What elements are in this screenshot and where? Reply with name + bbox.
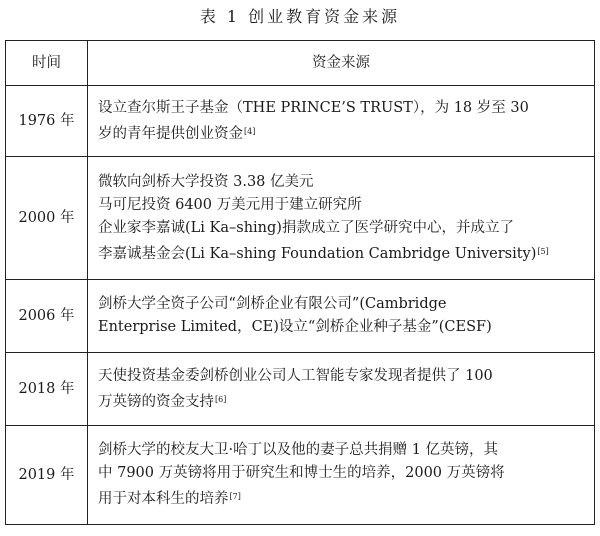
description-line: 微软向剑桥大学投资 3.38 亿美元 [98, 173, 314, 190]
citation-ref: [5] [537, 246, 549, 256]
description-line: 剑桥大学全资子公司“剑桥企业有限公司”(Cambridge [98, 296, 447, 312]
description-text: 岁的青年提供创业资金 [98, 125, 243, 142]
description-line: 中 7900 万英镑将用于研究生和博士生的培养，2000 万英镑将 [98, 465, 505, 481]
table-row [6, 86, 595, 157]
citation-ref: [6] [215, 394, 227, 404]
description-line: 剑桥大学的校友大卫·哈丁以及他的妻子总共捐赠 1 亿英镑，其 [98, 442, 499, 458]
table-row [6, 157, 595, 280]
row-year: 2018 年 [6, 353, 88, 426]
description-text: 万英镑的资金支持 [98, 393, 214, 410]
row-description [88, 353, 595, 426]
description-line [98, 120, 584, 146]
row-description [88, 157, 595, 280]
table-caption: 表 1 创业教育资金来源 [199, 7, 401, 26]
table-row [6, 353, 595, 426]
description-line [98, 388, 584, 414]
description-text: 用于对本科生的培养 [98, 491, 229, 507]
description-line [98, 485, 584, 511]
description-text: 李嘉诚基金会(Li Ka–shing Foundation Cambridge University) [98, 245, 537, 262]
table-row [6, 280, 595, 353]
citation-ref: [7] [229, 492, 241, 501]
description-line: 企业家李嘉诚(Li Ka–shing)捐款成立了医学研究中心，并成立了 [98, 219, 514, 236]
header-time: 时间 [6, 41, 88, 86]
row-year: 1976 年 [6, 86, 88, 157]
row-description [88, 426, 595, 525]
description-line: 天使投资基金委剑桥创业公司人工智能专家发现者提供了 100 [98, 367, 493, 384]
row-description [88, 86, 595, 157]
table-row [6, 426, 595, 525]
description-line [98, 240, 584, 266]
funding-sources-table [5, 40, 595, 525]
table-header-row [6, 41, 595, 86]
row-year: 2006 年 [6, 280, 88, 353]
row-description [88, 280, 595, 353]
description-line: 设立查尔斯王子基金（THE PRINCE’S TRUST），为 18 岁至 30 [98, 99, 529, 116]
description-line: Enterprise Limited，CE)设立“剑桥企业种子基金”(CESF) [98, 319, 492, 335]
row-year: 2000 年 [6, 157, 88, 280]
description-line: 马可尼投资 6400 万美元用于建立研究所 [98, 196, 362, 213]
row-year: 2019 年 [6, 426, 88, 525]
citation-ref: [4] [244, 126, 256, 136]
header-source: 资金来源 [88, 41, 595, 86]
